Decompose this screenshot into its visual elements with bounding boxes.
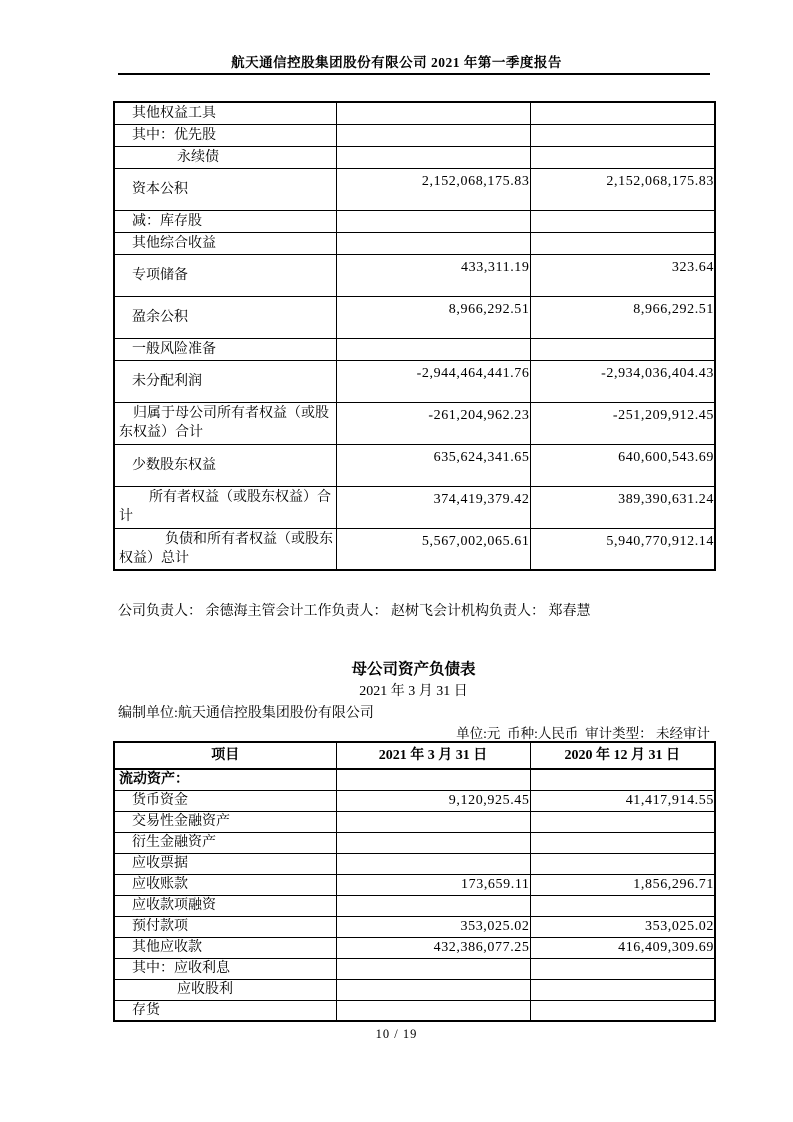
table-row [114, 486, 715, 528]
table-row [114, 811, 715, 832]
row-value [530, 832, 715, 853]
row-value: 9,120,925.45 [336, 790, 530, 811]
table-row [114, 402, 715, 444]
row-value [530, 102, 715, 124]
table-row [114, 296, 715, 338]
unit-currency-audit-line: 单位:元 币种:人民币 审计类型： 未经审计 [456, 726, 710, 741]
row-value [336, 210, 530, 232]
table-row [114, 232, 715, 254]
column-header-period-current: 2021 年 3 月 31 日 [336, 742, 530, 769]
row-label: 存货 [114, 1000, 336, 1021]
table-row [114, 444, 715, 486]
table-row [114, 937, 715, 958]
row-label: 未分配利润 [114, 360, 336, 402]
row-value: 353,025.02 [336, 916, 530, 937]
row-value: 635,624,341.65 [336, 444, 530, 486]
row-label: 其他应收款 [114, 937, 336, 958]
row-label: 应收账款 [114, 874, 336, 895]
row-value: 5,940,770,912.14 [530, 528, 715, 570]
row-value: 353,025.02 [530, 916, 715, 937]
row-value [530, 232, 715, 254]
row-label: 衍生金融资产 [114, 832, 336, 853]
row-value [336, 832, 530, 853]
row-value: 41,417,914.55 [530, 790, 715, 811]
row-label: 应收款项融资 [114, 895, 336, 916]
row-value: -261,204,962.23 [336, 402, 530, 444]
row-label: 所有者权益（或股东权益）合计 [114, 486, 336, 528]
row-value: 173,659.11 [336, 874, 530, 895]
table-header-row [114, 742, 715, 769]
row-value: 374,419,379.42 [336, 486, 530, 528]
row-value [530, 811, 715, 832]
row-label: 盈余公积 [114, 296, 336, 338]
row-label: 其他综合收益 [114, 232, 336, 254]
row-label: 货币资金 [114, 790, 336, 811]
row-value: 389,390,631.24 [530, 486, 715, 528]
row-label: 其中：应收利息 [114, 958, 336, 979]
row-value [530, 210, 715, 232]
row-label: 交易性金融资产 [114, 811, 336, 832]
table-row [114, 895, 715, 916]
row-value [530, 895, 715, 916]
row-label: 负债和所有者权益（或股东权益）总计 [114, 528, 336, 570]
row-value [336, 102, 530, 124]
table-row [114, 832, 715, 853]
row-value [530, 958, 715, 979]
row-label: 少数股东权益 [114, 444, 336, 486]
row-label: 预付款项 [114, 916, 336, 937]
column-header-item: 项目 [114, 742, 336, 769]
row-label: 其中：优先股 [114, 124, 336, 146]
parent-balance-sheet-table [113, 741, 716, 1022]
row-value [530, 853, 715, 874]
prepared-by-line: 编制单位:航天通信控股集团股份有限公司 [118, 706, 374, 721]
row-value: 1,856,296.71 [530, 874, 715, 895]
row-value: 2,152,068,175.83 [336, 168, 530, 210]
column-header-period-prior: 2020 年 12 月 31 日 [530, 742, 715, 769]
table-row [114, 769, 715, 790]
row-value [336, 146, 530, 168]
row-value [530, 146, 715, 168]
row-value [336, 124, 530, 146]
row-value [530, 1000, 715, 1021]
row-value: 433,311.19 [336, 254, 530, 296]
row-label: 永续债 [114, 146, 336, 168]
table-row [114, 979, 715, 1000]
row-value [530, 124, 715, 146]
row-value [336, 338, 530, 360]
table-row [114, 853, 715, 874]
table-row [114, 124, 715, 146]
table-row [114, 916, 715, 937]
row-value: 8,966,292.51 [336, 296, 530, 338]
row-label: 归属于母公司所有者权益（或股东权益）合计 [114, 402, 336, 444]
table-row [114, 338, 715, 360]
parent-balance-sheet-section [113, 741, 716, 1022]
row-value: 640,600,543.69 [530, 444, 715, 486]
row-label: 一般风险准备 [114, 338, 336, 360]
row-value [336, 1000, 530, 1021]
row-label: 其他权益工具 [114, 102, 336, 124]
row-value [530, 338, 715, 360]
row-value [336, 769, 530, 790]
table-row [114, 254, 715, 296]
row-value [336, 979, 530, 1000]
row-value [336, 895, 530, 916]
statement-date: 2021 年 3 月 31 日 [359, 684, 468, 699]
row-label: 应收股利 [114, 979, 336, 1000]
table-row [114, 168, 715, 210]
statement-title: 母公司资产负债表 [351, 661, 476, 678]
header-divider-line [118, 73, 710, 75]
row-value: 8,966,292.51 [530, 296, 715, 338]
equity-continuation-table [113, 101, 716, 571]
row-value: -2,934,036,404.43 [530, 360, 715, 402]
row-label: 减：库存股 [114, 210, 336, 232]
row-value [530, 769, 715, 790]
table-row [114, 790, 715, 811]
row-value [336, 232, 530, 254]
row-label: 专项储备 [114, 254, 336, 296]
table-row [114, 528, 715, 570]
row-value: -251,209,912.45 [530, 402, 715, 444]
row-value [530, 979, 715, 1000]
row-label: 应收票据 [114, 853, 336, 874]
row-value [336, 958, 530, 979]
row-value: -2,944,464,441.76 [336, 360, 530, 402]
row-value: 2,152,068,175.83 [530, 168, 715, 210]
row-label: 资本公积 [114, 168, 336, 210]
table-row [114, 102, 715, 124]
table-row [114, 958, 715, 979]
equity-table-section [113, 101, 716, 571]
row-value: 5,567,002,065.61 [336, 528, 530, 570]
row-label: 流动资产： [114, 769, 336, 790]
row-value [336, 853, 530, 874]
table-row [114, 146, 715, 168]
signatories-line: 公司负责人： 余德海主管会计工作负责人： 赵树飞会计机构负责人： 郑春慧 [118, 604, 591, 619]
table-row [114, 360, 715, 402]
document-header-title: 航天通信控股集团股份有限公司 2021 年第一季度报告 [231, 55, 562, 70]
page-number: 10 / 19 [375, 1027, 418, 1041]
table-row [114, 1000, 715, 1021]
table-row [114, 874, 715, 895]
row-value: 432,386,077.25 [336, 937, 530, 958]
row-value: 416,409,309.69 [530, 937, 715, 958]
row-value: 323.64 [530, 254, 715, 296]
row-value [336, 811, 530, 832]
table-row [114, 210, 715, 232]
